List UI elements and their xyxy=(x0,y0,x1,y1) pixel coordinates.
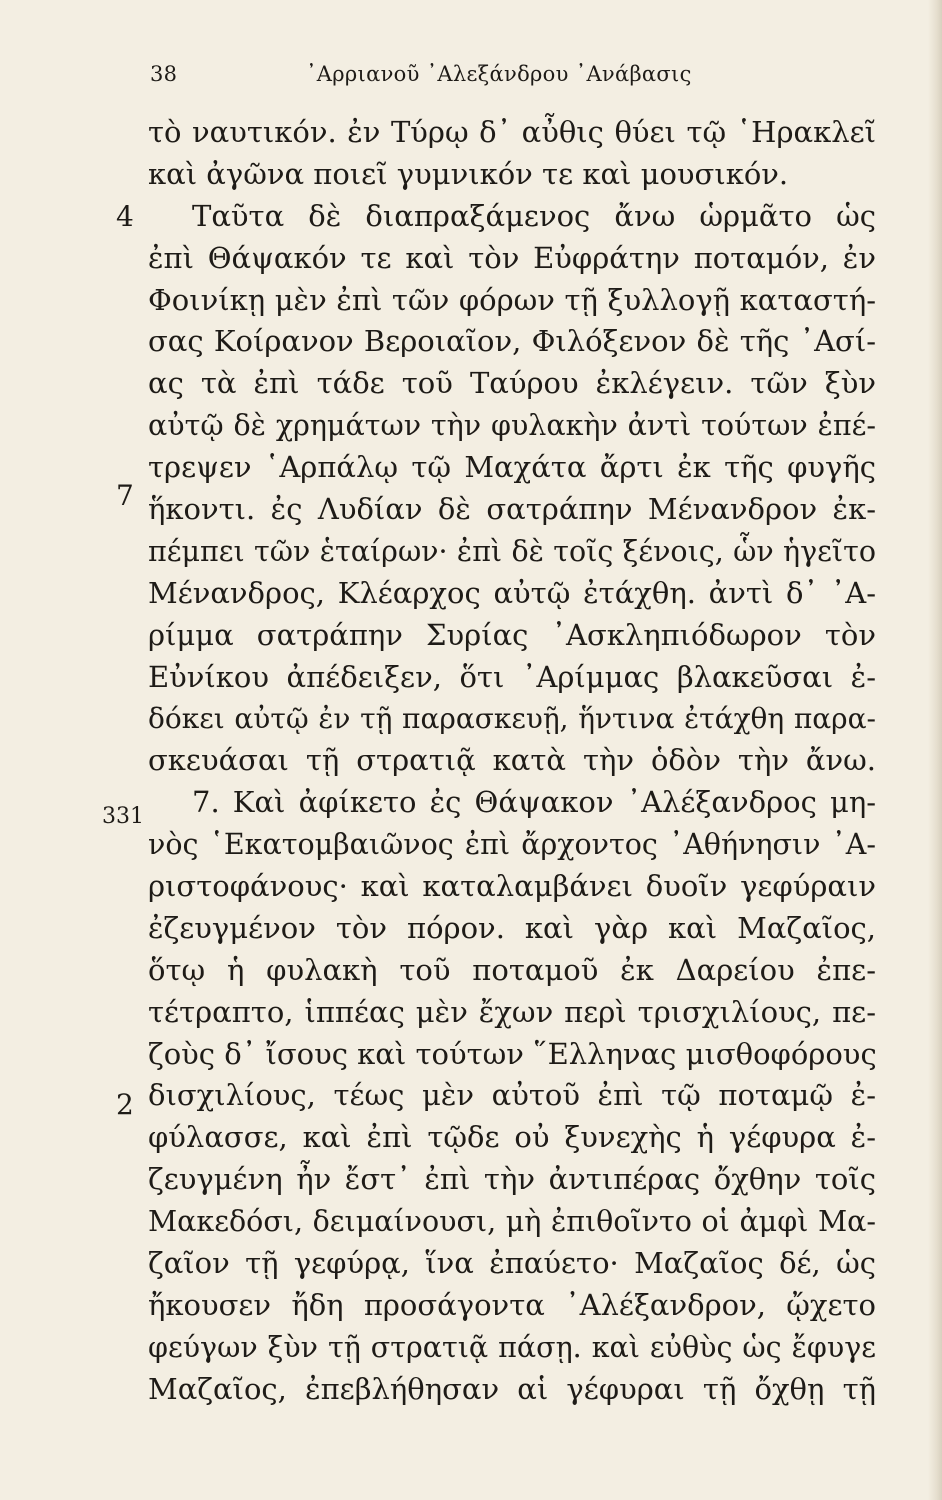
page-header xyxy=(150,62,750,92)
text-line: ζευγμένη ἦν ἔστ᾿ ἐπὶ τὴν ἀντιπέρας ὄχθην τοῖς xyxy=(148,1162,876,1197)
text-line: καὶ ἀγῶνα ποιεῖ γυμνικόν τε καὶ μουσικόν. xyxy=(148,156,789,191)
running-title: ᾿Αρριανοῦ ᾿Αλεξάνδρου ᾿Ανάβασις xyxy=(306,62,692,86)
text-line: ἐζευγμένον τὸν πόρον. καὶ γὰρ καὶ Μαζαῖος, xyxy=(148,910,876,945)
text-line: Μακεδόσι, δειμαίνουσι, μὴ ἐπιθοῖντο οἱ ἀμφὶ Μα- xyxy=(148,1205,876,1239)
text-line: δισχιλίους, τέως μὲν αὐτοῦ ἐπὶ τῷ ποταμῷ ἐ- xyxy=(148,1078,876,1113)
text-line: ζαῖον τῇ γεφύρᾳ, ἵνα ἐπαύετο· Μαζαῖος δέ, ὡς xyxy=(148,1246,876,1281)
text-line: νὸς ῾Εκατομβαιῶνος ἐπὶ ἄρχοντος ᾿Αθήνησιν ᾿Α- xyxy=(148,828,876,862)
margin-section-number: 4 xyxy=(116,200,134,233)
text-line: πέμπει τῶν ἑταίρων· ἐπὶ δὲ τοῖς ξένοις, ὧν ἡγεῖτο xyxy=(148,534,876,568)
text-line: φεύγων ξὺν τῇ στρατιᾷ πάσῃ. καὶ εὐθὺς ὡς ἔφυγε xyxy=(148,1330,876,1364)
text-line: ζοὺς δ᾿ ἴσους καὶ τούτων ῞Ελληνας μισθοφόρους xyxy=(148,1036,877,1071)
text-line: ἐπὶ Θάψακόν τε καὶ τὸν Εὐφράτην ποταμόν, ἐν xyxy=(148,240,876,275)
text-line: Ταῦτα δὲ διαπραξάμενος ἄνω ὡρμᾶτο ὡς xyxy=(192,198,876,233)
text-line: ἤκουσεν ἤδη προσάγοντα ᾿Αλέξανδρον, ᾤχετο xyxy=(148,1287,876,1322)
text-line: Μαζαῖος, ἐπεβλήθησαν αἱ γέφυραι τῇ ὄχθῃ τῇ xyxy=(148,1371,876,1406)
text-line: ὅτῳ ἡ φυλακὴ τοῦ ποταμοῦ ἐκ Δαρείου ἐπε- xyxy=(148,952,876,987)
text-line: δόκει αὐτῷ ἐν τῇ παρασκευῇ, ἥντινα ἐτάχθη παρα- xyxy=(148,702,876,736)
text-line: σας Κοίρανον Βεροιαῖον, Φιλόξενον δὲ τῆς ᾿Ασί- xyxy=(148,324,876,359)
text-line: σκευάσαι τῇ στρατιᾷ κατὰ τὴν ὁδὸν τὴν ἄνω. xyxy=(148,743,876,778)
margin-section-number: 7 xyxy=(116,479,134,512)
text-line: Μένανδρος, Κλέαρχος αὐτῷ ἐτάχθη. ἀντὶ δ᾿ ᾿Α- xyxy=(148,575,876,610)
text-line: Φοινίκῃ μὲν ἐπὶ τῶν φόρων τῇ ξυλλογῇ καταστή- xyxy=(148,282,876,317)
margin-section-number: 2 xyxy=(116,1088,134,1121)
text-line: τέτραπτο, ἱππέας μὲν ἔχων περὶ τρισχιλίους, πε- xyxy=(148,994,876,1029)
text-line: Εὐνίκου ἀπέδειξεν, ὅτι ᾿Αρίμμας βλακεῦσαι ἐ- xyxy=(148,659,876,694)
text-line: ας τὰ ἐπὶ τάδε τοῦ Ταύρου ἐκλέγειν. τῶν ξὺν xyxy=(148,366,876,401)
text-line: 7. Καὶ ἀφίκετο ἐς Θάψακον ᾿Αλέξανδρος μη- xyxy=(192,785,876,820)
text-line: ρίμμα σατράπην Συρίας ᾿Ασκληπιόδωρον τὸν xyxy=(148,617,876,652)
text-line: ριστοφάνους· καὶ καταλαμβάνει δυοῖν γεφύραιν xyxy=(148,869,876,904)
text-line: τρεψεν ῾Αρπάλῳ τῷ Μαχάτα ἄρτι ἐκ τῆς φυγῆς xyxy=(148,450,876,485)
page-number: 38 xyxy=(150,62,178,86)
page-edge xyxy=(928,0,942,1500)
body-text xyxy=(148,112,878,1411)
text-line: ἥκοντι. ἐς Λυδίαν δὲ σατράπην Μένανδρον ἐκ- xyxy=(148,492,876,527)
text-line: φύλασσε, καὶ ἐπὶ τῷδε οὐ ξυνεχὴς ἡ γέφυρα ἐ- xyxy=(148,1120,876,1155)
margin-year: 331 xyxy=(102,804,144,829)
text-line: τὸ ναυτικόν. ἐν Τύρῳ δ᾿ αὖθις θύει τῷ ῾Ηρακλεῖ xyxy=(148,115,876,149)
text-line: αὐτῷ δὲ χρημάτων τὴν φυλακὴν ἀντὶ τούτων ἐπέ- xyxy=(148,409,876,443)
